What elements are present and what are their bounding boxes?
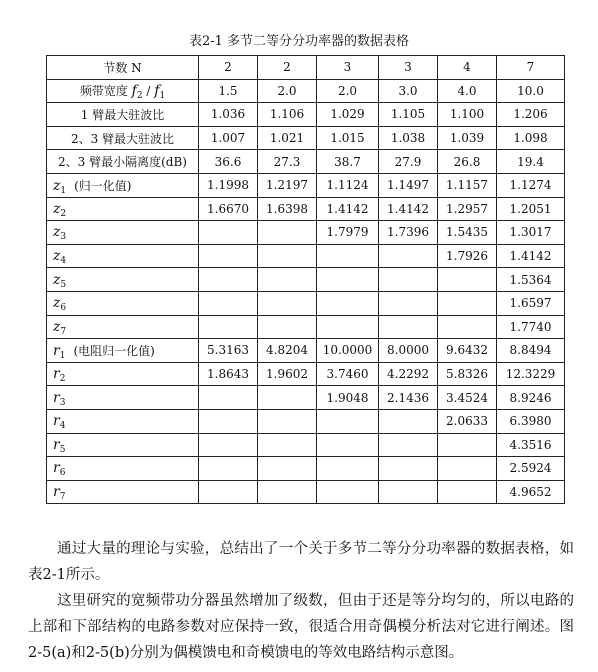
cell: 8.8494 xyxy=(497,339,565,363)
symbol-subscript: 5 xyxy=(60,279,67,290)
symbol-letter: z xyxy=(53,271,61,288)
row-label-r7 xyxy=(47,480,199,504)
cell: 1.206 xyxy=(497,103,565,127)
cell: 1.036 xyxy=(199,103,258,127)
row-label-vswr-arm23: 2、3 臂最大驻波比 xyxy=(47,126,199,150)
row-label-r4 xyxy=(47,409,199,433)
symbol-subscript: 6 xyxy=(59,468,66,479)
cell: 4.3516 xyxy=(497,433,565,457)
cell: 1.007 xyxy=(199,126,258,150)
cell: 19.4 xyxy=(497,150,565,174)
cell: 4.2292 xyxy=(379,362,438,386)
cell xyxy=(438,433,497,457)
body-text xyxy=(28,536,574,666)
cell xyxy=(199,315,258,339)
row-label-sections: 节数 N xyxy=(47,56,199,80)
symbol-letter: z xyxy=(53,295,61,312)
cell: 4.9652 xyxy=(497,480,565,504)
cell: 1.029 xyxy=(317,103,379,127)
symbol-subscript: 7 xyxy=(59,491,66,502)
cell xyxy=(379,268,438,292)
cell xyxy=(258,386,317,410)
cell: 5.3163 xyxy=(199,339,258,363)
table-row-r3 xyxy=(47,386,565,410)
cell xyxy=(258,244,317,268)
cell: 4 xyxy=(438,56,497,80)
cell xyxy=(258,221,317,245)
cell: 1.7396 xyxy=(379,221,438,245)
table-row-r1 xyxy=(47,339,565,363)
cell: 2.0 xyxy=(258,79,317,103)
symbol-subscript: 3 xyxy=(59,397,66,408)
symbol-subscript: 4 xyxy=(59,421,66,432)
cell xyxy=(258,268,317,292)
cell xyxy=(317,433,379,457)
cell xyxy=(379,244,438,268)
cell: 1.3017 xyxy=(497,221,565,245)
variable-symbol xyxy=(53,343,65,359)
symbol-letter: z xyxy=(53,177,61,194)
cell: 1.7979 xyxy=(317,221,379,245)
variable-symbol xyxy=(53,224,67,243)
cell: 6.3980 xyxy=(497,409,565,433)
symbol-letter: z xyxy=(53,224,61,241)
variable-symbol xyxy=(53,484,65,500)
table-row-z7 xyxy=(47,315,565,339)
cell: 26.8 xyxy=(438,150,497,174)
table-row-r7 xyxy=(47,480,565,504)
bandwidth-label-text: 频带宽度 $f_2 / f_1$ xyxy=(79,83,166,102)
cell xyxy=(199,268,258,292)
cell: 1.4142 xyxy=(379,197,438,221)
cell: 7 xyxy=(497,56,565,80)
table-row-r5 xyxy=(47,433,565,457)
paragraph: 这里研究的宽频带功分器虽然增加了级数，但由于还是等分均匀的，所以电路的上部和下部结构的电路参数对应保持一致，很适合用奇偶模分析法对它进行阐述。图2-5(a)和2-5(b)分别为偶模馈电和奇模馈电的等效电路结构示意图。 xyxy=(28,593,574,661)
cell: 1.1124 xyxy=(317,173,379,197)
row-label-z6 xyxy=(47,291,199,315)
cell: 27.3 xyxy=(258,150,317,174)
table-row-r4 xyxy=(47,409,565,433)
symbol-subscript: 7 xyxy=(60,326,67,337)
cell: 1.100 xyxy=(438,103,497,127)
cell: 27.9 xyxy=(379,150,438,174)
variable-symbol xyxy=(53,272,66,288)
cell: 3 xyxy=(379,56,438,80)
variable-symbol xyxy=(53,248,67,267)
cell: 1.6398 xyxy=(258,197,317,221)
cell: 2.0633 xyxy=(438,409,497,433)
symbol-subscript: 5 xyxy=(59,444,66,455)
cell: 1.6670 xyxy=(199,197,258,221)
cell: 1.4142 xyxy=(497,244,565,268)
cell xyxy=(438,457,497,481)
table-row-bandwidth xyxy=(47,79,565,103)
cell xyxy=(199,457,258,481)
cell xyxy=(438,291,497,315)
row-label-z7 xyxy=(47,315,199,339)
symbol-letter: r xyxy=(53,413,60,430)
cell: 1.5 xyxy=(199,79,258,103)
cell: 1.9048 xyxy=(317,386,379,410)
cell xyxy=(258,433,317,457)
variable-symbol xyxy=(53,413,66,432)
paragraph: 通过大量的理论与实验，总结出了一个关于多节二等分分功率器的数据表格，如表2-1所示。 xyxy=(28,541,574,583)
variable-symbol xyxy=(53,366,66,385)
cell: 12.3229 xyxy=(497,362,565,386)
cell: 1.6597 xyxy=(497,291,565,315)
table-caption: 表2-1 多节二等分分功率器的数据表格 xyxy=(188,34,410,49)
cell xyxy=(258,480,317,504)
cell: 1.1157 xyxy=(438,173,497,197)
cell: 2 xyxy=(258,56,317,80)
cell: 3 xyxy=(317,56,379,80)
cell xyxy=(258,409,317,433)
row-label-z4 xyxy=(47,244,199,268)
cell: 1.021 xyxy=(258,126,317,150)
cell xyxy=(438,315,497,339)
cell: 1.1497 xyxy=(379,173,438,197)
table-row-r6 xyxy=(47,457,565,481)
cell xyxy=(199,409,258,433)
cell: 1.038 xyxy=(379,126,438,150)
table-row-z5 xyxy=(47,268,565,292)
cell: 1.2051 xyxy=(497,197,565,221)
cell: 10.0000 xyxy=(317,339,379,363)
cell xyxy=(379,291,438,315)
table-row-z6 xyxy=(47,291,565,315)
symbol-subscript: 6 xyxy=(60,303,67,314)
cell: 1.098 xyxy=(497,126,565,150)
cell xyxy=(199,480,258,504)
table-row-isolation xyxy=(47,150,565,174)
cell: 1.8643 xyxy=(199,362,258,386)
cell: 10.0 xyxy=(497,79,565,103)
table-row-r2 xyxy=(47,362,565,386)
row-label-z2 xyxy=(47,197,199,221)
cell: 8.9246 xyxy=(497,386,565,410)
row-label-z1 xyxy=(47,173,199,197)
cell xyxy=(379,409,438,433)
table-row-z1 xyxy=(47,173,565,197)
cell: 1.5435 xyxy=(438,221,497,245)
row-label-bandwidth xyxy=(47,79,199,103)
cell: 2.0 xyxy=(317,79,379,103)
symbol-letter: z xyxy=(53,200,61,217)
frequency-symbol: $f_2$ xyxy=(131,83,143,102)
table-row-z3 xyxy=(47,221,565,245)
cell xyxy=(317,291,379,315)
cell: 1.039 xyxy=(438,126,497,150)
cell: 1.1998 xyxy=(199,173,258,197)
cell: 38.7 xyxy=(317,150,379,174)
row-label-z3 xyxy=(47,221,199,245)
normalization-note: (归一化值) xyxy=(74,178,132,193)
cell xyxy=(258,457,317,481)
cell xyxy=(317,457,379,481)
row-label-r1 xyxy=(47,339,199,363)
frequency-symbol: $f_1$ xyxy=(154,83,166,102)
cell xyxy=(379,433,438,457)
symbol-subscript: 1 xyxy=(59,350,66,361)
row-label-vswr-arm1: 1 臂最大驻波比 xyxy=(47,103,199,127)
cell xyxy=(379,480,438,504)
row-label-r2 xyxy=(47,362,199,386)
symbol-letter: r xyxy=(53,436,60,453)
cell: 36.6 xyxy=(199,150,258,174)
cell: 4.0 xyxy=(438,79,497,103)
cell: 1.9602 xyxy=(258,362,317,386)
row-label-r6 xyxy=(47,457,199,481)
cell: 2.1436 xyxy=(379,386,438,410)
cell: 1.105 xyxy=(379,103,438,127)
row-label-isolation: 2、3 臂最小隔离度(dB) xyxy=(47,150,199,174)
table-row-z4 xyxy=(47,244,565,268)
symbol-subscript: 2 xyxy=(60,208,67,219)
symbol-letter: r xyxy=(53,366,60,383)
cell: 1.2197 xyxy=(258,173,317,197)
table-row-vswr-arm1 xyxy=(47,103,565,127)
variable-symbol xyxy=(53,390,65,406)
cell xyxy=(438,268,497,292)
cell xyxy=(317,480,379,504)
symbol-subscript: 2 xyxy=(59,374,66,385)
symbol-subscript: 3 xyxy=(60,232,67,243)
cell xyxy=(438,480,497,504)
cell: 4.8204 xyxy=(258,339,317,363)
cell xyxy=(258,315,317,339)
cell: 2 xyxy=(199,56,258,80)
cell: 9.6432 xyxy=(438,339,497,363)
cell xyxy=(199,433,258,457)
table-body xyxy=(47,56,565,504)
cell xyxy=(199,221,258,245)
variable-symbol xyxy=(53,460,66,479)
cell: 1.5364 xyxy=(497,268,565,292)
row-label-z5 xyxy=(47,268,199,292)
symbol-subscript: 4 xyxy=(60,256,67,267)
cell: 3.7460 xyxy=(317,362,379,386)
cell: 3.0 xyxy=(379,79,438,103)
variable-symbol xyxy=(53,178,66,194)
cell: 5.8326 xyxy=(438,362,497,386)
variable-symbol xyxy=(53,319,66,335)
cell: 1.2957 xyxy=(438,197,497,221)
cell: 8.0000 xyxy=(379,339,438,363)
cell: 1.015 xyxy=(317,126,379,150)
cell xyxy=(379,457,438,481)
variable-symbol xyxy=(53,295,67,314)
cell: 2.5924 xyxy=(497,457,565,481)
row-label-r3 xyxy=(47,386,199,410)
power-divider-data-table xyxy=(46,55,565,504)
symbol-subscript: 1 xyxy=(60,185,67,196)
variable-symbol xyxy=(53,201,66,217)
cell xyxy=(379,315,438,339)
cell xyxy=(199,291,258,315)
symbol-letter: z xyxy=(53,248,61,265)
cell xyxy=(317,268,379,292)
cell: 3.4524 xyxy=(438,386,497,410)
cell xyxy=(199,386,258,410)
symbol-letter: r xyxy=(53,460,60,477)
cell xyxy=(317,244,379,268)
variable-symbol xyxy=(53,437,65,453)
symbol-letter: z xyxy=(53,318,61,335)
cell xyxy=(258,291,317,315)
cell: 1.106 xyxy=(258,103,317,127)
cell xyxy=(199,244,258,268)
table-row-vswr-arm23 xyxy=(47,126,565,150)
cell: 1.7740 xyxy=(497,315,565,339)
table-row-z2 xyxy=(47,197,565,221)
cell: 1.7926 xyxy=(438,244,497,268)
cell xyxy=(317,409,379,433)
row-label-r5 xyxy=(47,433,199,457)
cell xyxy=(317,315,379,339)
symbol-letter: r xyxy=(53,483,60,500)
cell: 1.4142 xyxy=(317,197,379,221)
normalization-note: (电阻归一化值) xyxy=(73,343,155,358)
cell: 1.1274 xyxy=(497,173,565,197)
symbol-letter: r xyxy=(53,342,60,359)
table-row-sections xyxy=(47,56,565,80)
symbol-letter: r xyxy=(53,389,60,406)
